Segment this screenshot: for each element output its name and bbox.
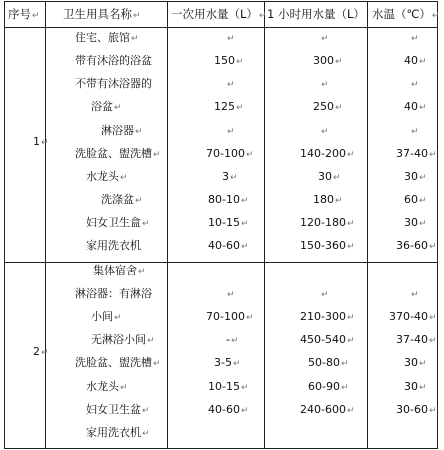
table-row-hour: 50-80↵: [308, 356, 349, 369]
table-row-temp: 40↵: [404, 100, 427, 113]
table-row-fixture: 水龙头↵: [86, 380, 128, 393]
table-row-fixture: 淋浴器：有淋浴: [75, 287, 152, 300]
table-row-once: 150↵: [214, 54, 244, 67]
table-row-fixture: 洗脸盆、盥洗槽↵: [75, 356, 161, 369]
table-row-temp: 370-40↵: [389, 310, 437, 323]
table-row-fixture: 带有沐浴的浴盆: [75, 54, 152, 67]
table-bottom-border: [4, 448, 438, 449]
header-seq: 序号↵: [8, 7, 40, 21]
table-row-once: 70-100↵: [206, 147, 254, 160]
table-row-temp: ↵: [411, 34, 419, 44]
table-row-fixture: 住宅、旅馆↵: [75, 31, 139, 44]
table-row-temp: 60↵: [404, 193, 427, 206]
table-row-once: ↵: [227, 290, 235, 300]
group-divider: [4, 262, 438, 263]
table-row-temp: 30↵: [404, 380, 427, 393]
table-row-fixture: 妇女卫生盒↵: [86, 216, 150, 229]
table-row-hour: 300↵: [313, 54, 343, 67]
table-row-once: 3↵: [222, 170, 238, 183]
table-row-hour: 120-180↵: [300, 216, 355, 229]
table-row-once: -↵: [226, 333, 239, 346]
table-row-hour: ↵: [321, 127, 329, 137]
column-border: [367, 1, 368, 449]
table-row-hour: 150-360↵: [300, 239, 355, 252]
table-row-fixture: 浴盆↵: [91, 100, 122, 113]
table-row-temp: ↵: [411, 80, 419, 90]
table-row-fixture: 水龙头↵: [86, 170, 128, 183]
header-fixture: 卫生用具名称↵: [63, 7, 141, 21]
table-row-once: 70-100↵: [206, 310, 254, 323]
table-top-border: [4, 1, 438, 2]
table-row-hour: 210-300↵: [300, 310, 355, 323]
group2-seq: 2↵: [33, 345, 49, 358]
table-row-hour: ↵: [321, 290, 329, 300]
column-border: [264, 1, 265, 449]
table-row-fixture: 集体宿舍↵: [93, 264, 146, 277]
table-row-once: ↵: [227, 127, 235, 137]
header-temp: 水温（℃）↵: [372, 7, 440, 21]
table-row-hour: 450-540↵: [300, 333, 355, 346]
table-row-once: 10-15↵: [208, 380, 249, 393]
table-row-hour: 60-90↵: [308, 380, 349, 393]
table-row-temp: 37-40↵: [396, 333, 437, 346]
table-row-temp: 30-60↵: [396, 403, 437, 416]
table-row-hour: 30↵: [318, 170, 341, 183]
table-row-hour: 240-600↵: [300, 403, 355, 416]
header-hour-use: 1 小时用水量（L）: [267, 7, 365, 21]
table-row-fixture: 家用洗衣机: [86, 239, 141, 252]
table-row-once: 40-60↵: [208, 239, 249, 252]
table-row-fixture: 无淋浴小间↵: [91, 333, 155, 346]
table-row-fixture: 家用洗衣机↵: [86, 426, 150, 439]
header-bottom-border: [4, 27, 438, 28]
table-row-temp: 36-60↵: [396, 239, 437, 252]
table-row-temp: 40↵: [404, 54, 427, 67]
table-row-once: 10-15↵: [208, 216, 249, 229]
table-row-once: ↵: [227, 80, 235, 90]
column-border: [167, 1, 168, 449]
table-row-fixture: 小间↵: [91, 310, 122, 323]
table-row-temp: ↵: [411, 290, 419, 300]
group1-seq: 1↵: [33, 135, 49, 148]
table-row-temp: 30↵: [404, 356, 427, 369]
column-border: [437, 1, 438, 449]
table-row-fixture: 淋浴器↵: [101, 124, 143, 137]
table-row-hour: ↵: [321, 34, 329, 44]
table-row-once: 3-5↵: [214, 356, 241, 369]
column-border: [4, 1, 5, 449]
table-row-fixture: 不带有沐浴器的: [75, 77, 152, 90]
table-row-fixture: 妇女卫生盆↵: [86, 403, 150, 416]
table-row-fixture: 洗脸盆、盥洗槽↵: [75, 147, 161, 160]
table-row-once: 80-10↵: [208, 193, 249, 206]
table-row-once: ↵: [227, 34, 235, 44]
table-row-fixture: 洗涤盆↵: [101, 193, 143, 206]
table-row-hour: 140-200↵: [300, 147, 355, 160]
table-row-hour: 250↵: [313, 100, 343, 113]
header-once-use: 一次用水量（L）↵: [171, 7, 267, 21]
table-row-temp: ↵: [411, 127, 419, 137]
table-row-hour: ↵: [321, 80, 329, 90]
table-row-hour: 180↵: [313, 193, 343, 206]
table-row-once: 40-60↵: [208, 403, 249, 416]
table-row-once: 125↵: [214, 100, 244, 113]
table-row-temp: 30↵: [404, 170, 427, 183]
table-row-temp: 30↵: [404, 216, 427, 229]
column-border: [45, 1, 46, 449]
table-row-temp: 37-40↵: [396, 147, 437, 160]
